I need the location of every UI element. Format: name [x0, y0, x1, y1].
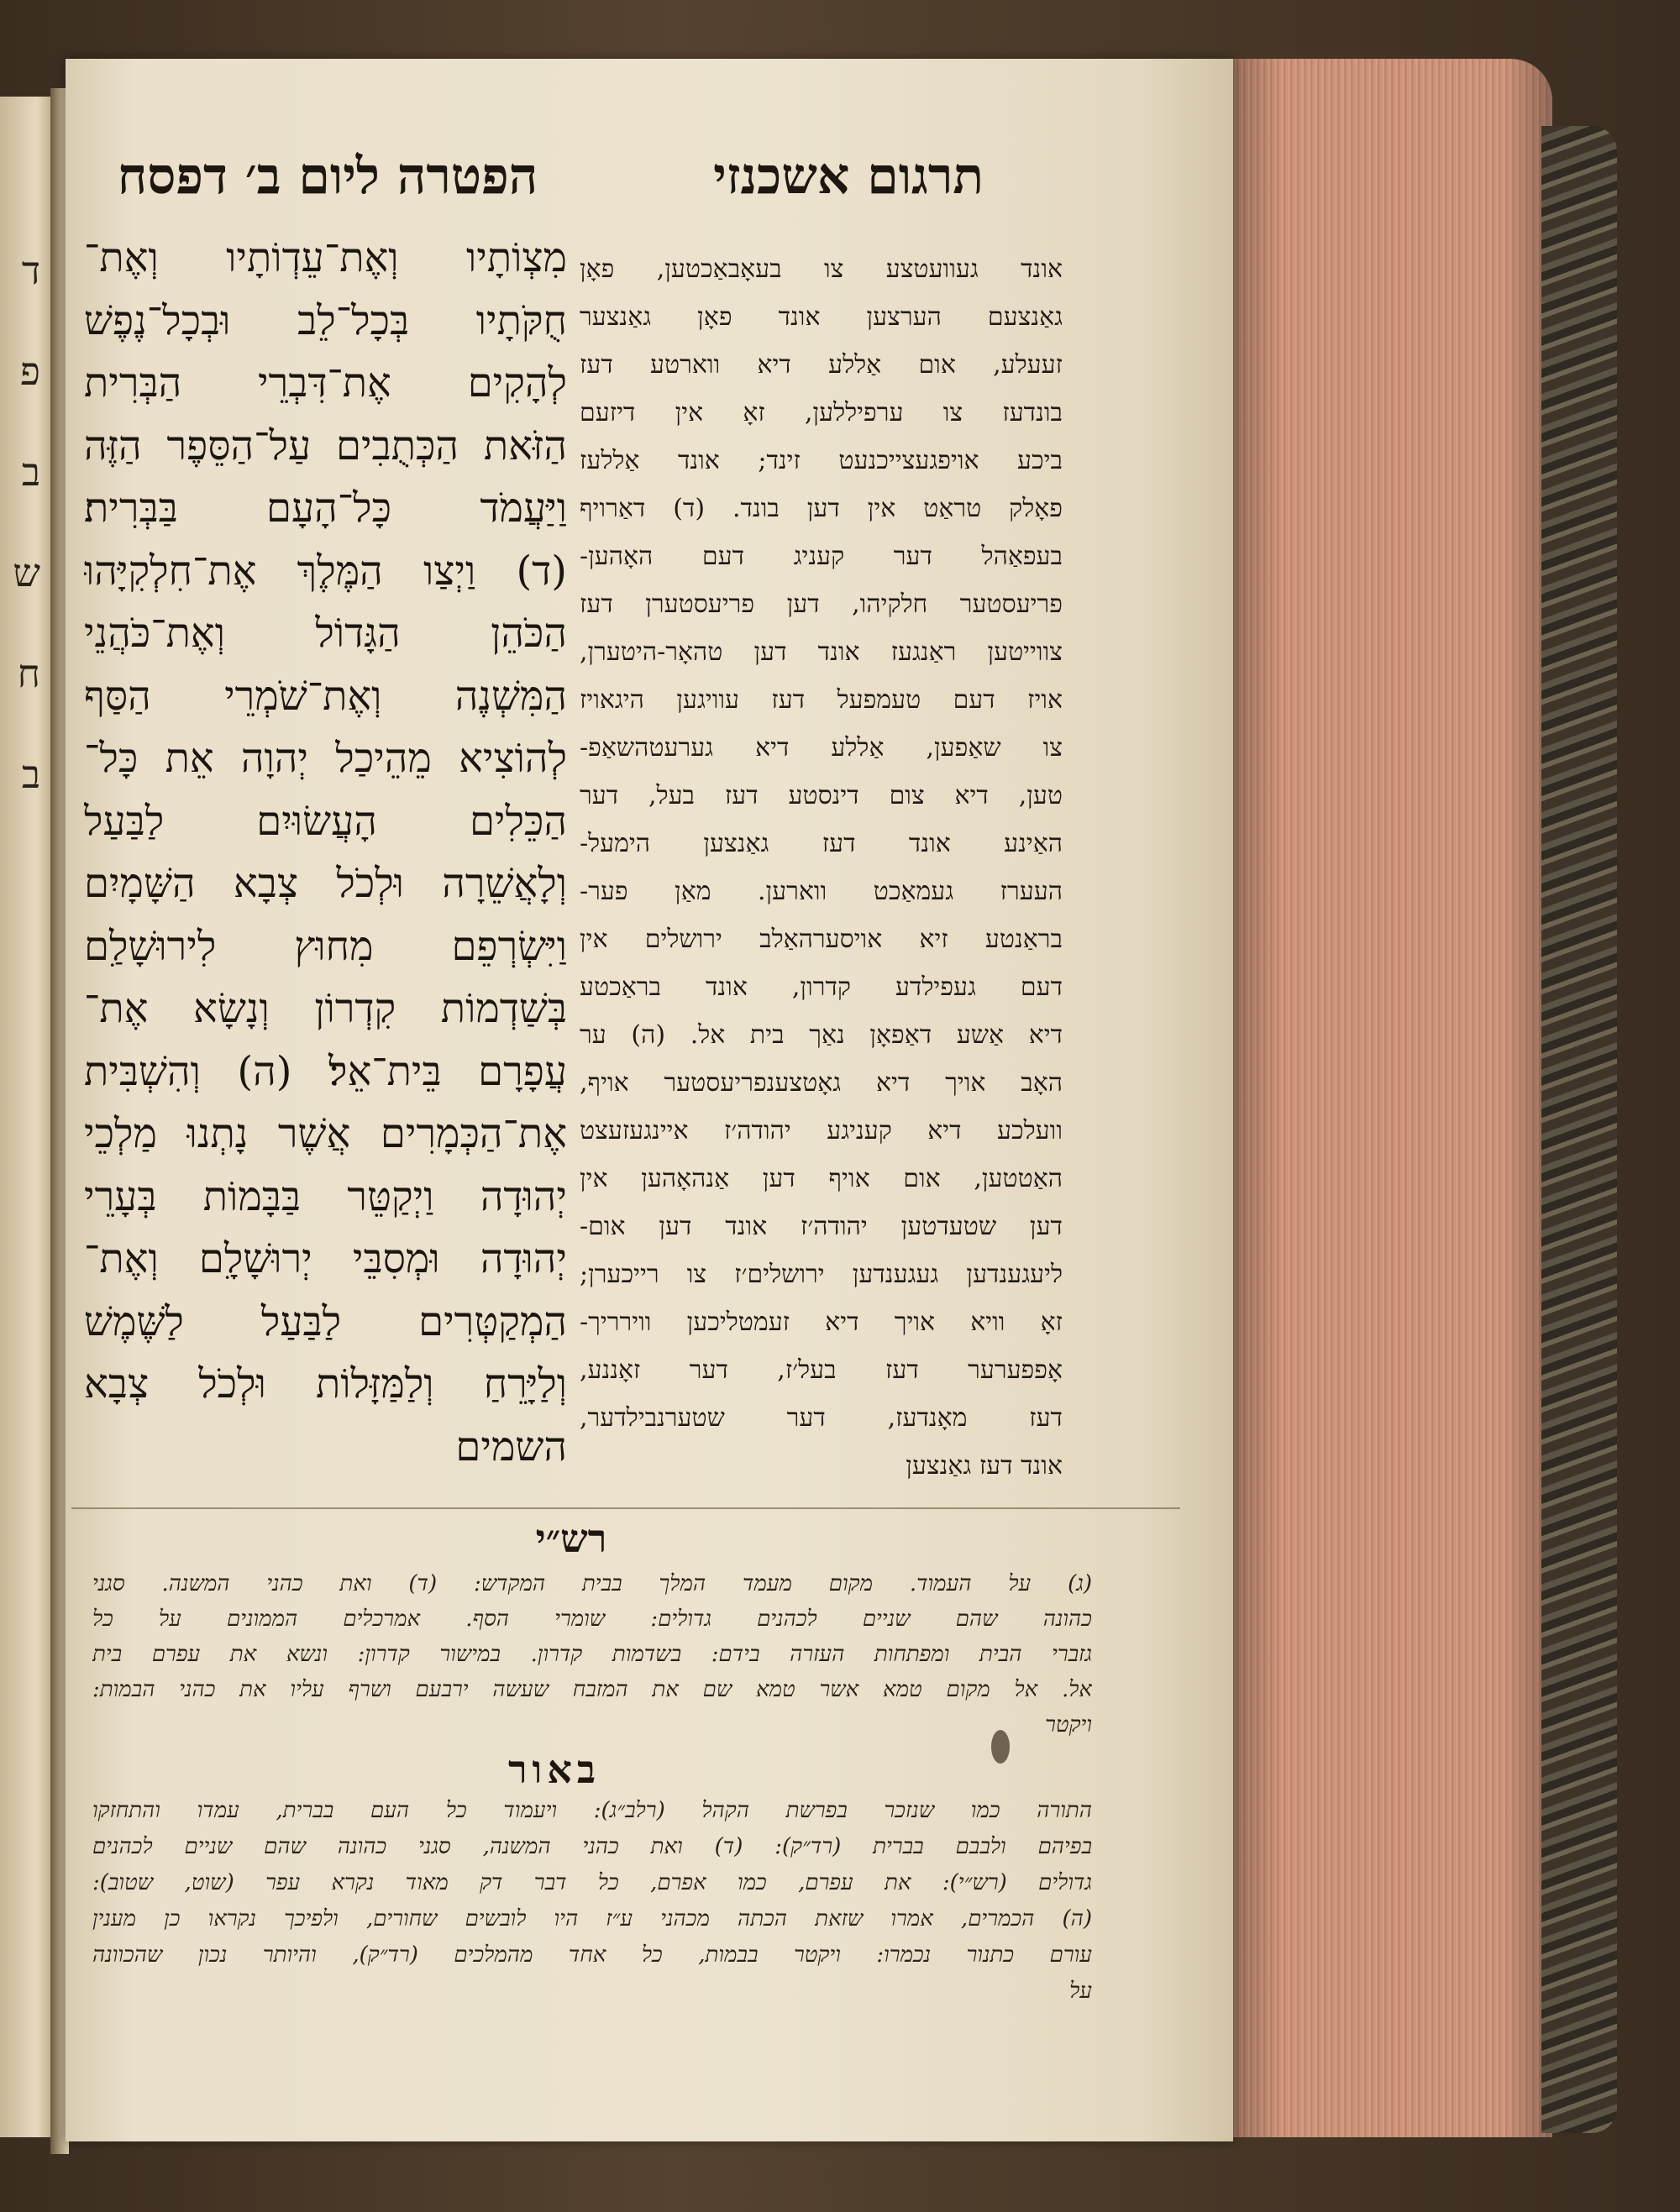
hebrew-text-column: [84, 227, 567, 1478]
biur-line: בפיהם ולבבם בברית (רד״ק): (ד) ואת כהני המשנה, סגני כהונה שהם שניים לכהנים: [92, 1834, 1092, 1859]
rashi-line: כהונה שהם שניים לכהנים גדולים: שומרי הסף. אמרכלים הממונים על כל: [92, 1607, 1092, 1632]
left-page-fragment: פ: [19, 349, 40, 394]
hebrew-text-line: וַיִּשְׂרְפֵם מִחוּץ לִירוּשָׁלַ͏ִם: [84, 922, 567, 970]
ink-smudge: [991, 1730, 1010, 1764]
rashi-line: ויקטר: [1045, 1712, 1092, 1738]
german-text-line: ביכע אויפגעצייכנעט זינד; אונד אַללעז: [580, 446, 1063, 475]
german-text-line: זאָ וויא אויך דיא זעמטליכען ווירריך-: [580, 1308, 1063, 1337]
hebrew-text-line: אֶת־הַכְּמָרִים אֲשֶׁר נָתְנוּ מַלְכֵי: [84, 1110, 567, 1157]
hebrew-text-line: בְּשַׁדְמוֹת קִדְרוֹן וְנָשָׂא אֶת־: [84, 985, 567, 1032]
left-page-fragment: ח: [17, 651, 40, 696]
hebrew-text-line: וַיַּעֲמֹד כָּל־הָעָם בַּבְּרִית׃: [84, 485, 567, 532]
hebrew-text-line: מִצְוֹתָיו וְאֶת־עֵדְוֹתָיו וְאֶת־: [84, 234, 567, 281]
german-text-line: דיא אַשע דאַפאָן נאַך בית אל. (ה) ער: [580, 1020, 1063, 1050]
rashi-line: גזברי הבית ומפתחות העזרה בידם: בשדמות קדרון. במישור קדרון: ונשא את עפרם בית: [92, 1642, 1092, 1667]
german-text-line: דעז מאָנדעז, דער שטערנבילדער,: [580, 1403, 1063, 1433]
page-fore-edge: [1233, 59, 1552, 2137]
german-text-line: בעפאַהל דער קעניג דעם האָהען-: [580, 542, 1063, 571]
rashi-commentary: [92, 1566, 1092, 1743]
biur-line: גדולים (רש״י): את עפרם, כמו אפרם, כל דבר דק מאוד נקרא עפר (שוט, שטוב):: [92, 1870, 1092, 1895]
german-text-line: בראַנטע זיא אויסערהאַלב ירושלים אין: [580, 925, 1063, 954]
hebrew-text-line: לְהָקִים אֶת־דִּבְרֵי הַבְּרִית: [84, 359, 567, 406]
german-translation-column: [580, 245, 1063, 1490]
german-text-line: האַינע אונד דעז גאַנצען הימעל-: [580, 829, 1063, 858]
rashi-line: אל. אל מקום טמא אשר טמא שם את המזבח שעשה ירבעם ושרף עליו את כהני הבמות:: [92, 1677, 1092, 1702]
haftarah-title: הפטרה ליום ב׳ דפסח: [117, 147, 538, 206]
german-text-line: וועלכע דיא קעניגע יהודה׳ז איינגעזעצט: [580, 1116, 1063, 1145]
section-divider: [71, 1507, 1180, 1509]
rashi-line: (ג) על העמוד. מקום מעמד המלך בבית המקדש: (ד) ואת כהני המשנה. סגני: [92, 1571, 1092, 1596]
hebrew-text-line: וְלָאֲשֵׁרָה וּלְכֹל צְבָא הַשָּׁמָיִם: [84, 860, 567, 907]
hebrew-text-line: וְלַיָּרֵחַ וְלַמַּזָּלוֹת וּלְכֹל צְבָא: [84, 1360, 567, 1407]
german-text-line: טען, דיא צום דינסטע דעז בעל, דער: [580, 781, 1063, 810]
hebrew-text-line: חֻקֹּתָיו בְּכָל־לֵב וּבְכָל־נֶפֶשׁ: [84, 296, 567, 344]
german-text-line: פאָלק טראַט אין דען בונד. (ד) דאַרויף: [580, 494, 1063, 523]
german-text-line: גאַנצעם הערצען אונד פאָן גאַנצער: [580, 302, 1063, 332]
hebrew-text-line: עֲפָרָם בֵּית־אֵל׃ (ה) וְהִשְׁבִּית: [84, 1047, 567, 1095]
hebrew-text-line: הַכֹּהֵן הַגָּדוֹל וְאֶת־כֹּהֲנֵי: [84, 610, 567, 657]
hebrew-text-line: יְהוּדָה וַיְקַטֵּר בַּבָּמוֹת בְּעָרֵי: [84, 1172, 567, 1220]
hebrew-text-line: השמים: [455, 1423, 567, 1470]
marbled-cover: [1541, 126, 1617, 2133]
hebrew-text-line: הַמְקַטְּרִים לַבַּעַל לַשֶּׁמֶשׁ: [84, 1297, 567, 1345]
german-text-line: אונד דעז גאַנצען: [906, 1451, 1063, 1481]
hebrew-text-line: הַכֵּלִים הָעֲשׂוּיִם לַבַּעַל: [84, 797, 567, 845]
biur-line: (ה) הכמרים, אמרו שזאת הכתה מכהני ע״ז היו לובשים שחורים, ולפיכך נקראו כן מענין: [92, 1906, 1092, 1932]
left-page-fragment: ב: [21, 449, 40, 495]
hebrew-text-line: הַמִּשְׁנֶה וְאֶת־שֹׁמְרֵי הַסַּף: [84, 672, 567, 720]
german-text-line: פריעסטער חלקיהו, דען פריעסטערן דעז: [580, 590, 1063, 619]
german-text-line: אָפפערער דעז בעל׳ז, דער זאָננע,: [580, 1355, 1063, 1385]
hebrew-text-line: יְהוּדָה וּמְסִבֵּי יְרוּשָׁלָ͏ִם וְאֶת־: [84, 1235, 567, 1282]
rashi-title: רש״י: [535, 1516, 607, 1561]
biur-title: באור: [507, 1747, 601, 1792]
biur-line: על: [1069, 1979, 1092, 2004]
hebrew-text-line: לְהוֹצִיא מֵהֵיכַל יְהוָה אֵת כָּל־: [84, 735, 567, 782]
hebrew-text-line: (ד) וַיְצַו הַמֶּלֶךְ אֶת־חִלְקִיָּהוּ: [84, 547, 567, 595]
hebrew-text-line: הַזֹּאת הַכְּתֻבִים עַל־הַסֵּפֶר הַזֶּה: [84, 422, 567, 469]
german-text-line: העערז געמאַכט ווארען. מאַן פער-: [580, 877, 1063, 906]
german-text-line: ליעגענדען געגענדען ירושלים׳ז צו רייכערן;: [580, 1260, 1063, 1289]
german-text-line: אויז דעם טעמפעל דעז עוויגען היגאויז: [580, 685, 1063, 715]
left-facing-page: [0, 97, 54, 2137]
german-text-line: האָב אויך דיא גאָטצענפריעסטער אויף,: [580, 1068, 1063, 1098]
german-text-line: דען שטעדטען יהודה׳ז אונד דען אום-: [580, 1212, 1063, 1241]
left-page-fragment: ד: [21, 248, 40, 293]
german-text-line: אונד געוועטצע צו בעאָבאַכטען, פאָן: [580, 254, 1063, 284]
left-page-fragment: ב: [21, 752, 40, 797]
biur-line: עורם כתנור נכמרו: ויקטר בבמות, כל אחד מהמלכים (רד״ק), והיותר נכון שהכוונה: [92, 1942, 1092, 1968]
left-page-fragment: ש: [13, 550, 40, 595]
german-text-line: צווייטען ראַנגעז אונד דען טהאָר-היטערן,: [580, 637, 1063, 667]
german-text-line: בונדעז צו ערפיללען, זאָ אין דיזעם: [580, 398, 1063, 427]
german-text-line: צו שאַפען, אַללע דיא גערעטהשאַפ-: [580, 733, 1063, 763]
biur-commentary: [92, 1793, 1092, 2010]
german-text-line: דעם געפילדע קדרון, אונד בראַכטע: [580, 972, 1063, 1002]
biur-line: התורה כמו שנזכר בפרשת הקהל (רלב״ג): ויעמוד כל העם בברית, עמדו והתחזקו: [92, 1798, 1092, 1823]
german-text-line: זעעלע, אום אַללע דיא ווארטע דעז: [580, 350, 1063, 380]
german-text-line: האַטטען, אום אויף דען אַנהאָהען אין: [580, 1164, 1063, 1193]
translation-title: תרגום אשכנזי: [713, 147, 984, 206]
